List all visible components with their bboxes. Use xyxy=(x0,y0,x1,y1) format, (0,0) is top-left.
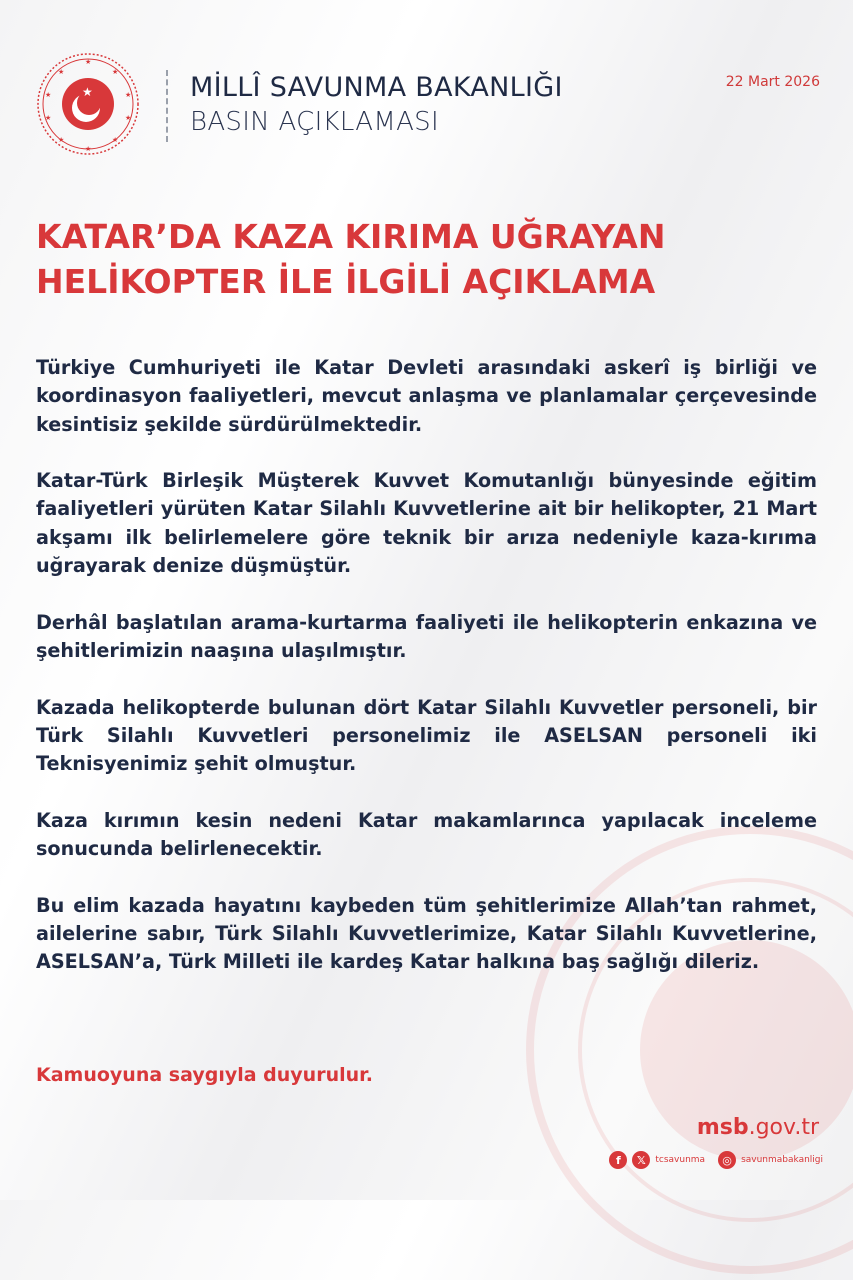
title-line: HELİKOPTER İLE İLGİLİ AÇIKLAMA xyxy=(36,262,656,301)
header-divider xyxy=(166,70,168,142)
x-handle[interactable]: tcsavunma xyxy=(655,1155,706,1165)
instagram-handle[interactable]: savunmabakanligi xyxy=(741,1155,823,1165)
svg-text:★: ★ xyxy=(58,136,65,144)
ministry-logo xyxy=(36,52,140,156)
paragraph: Kaza kırımın kesin nedeni Katar makamlarınca yapılacak inceleme sonucunda belirlenecektir. xyxy=(36,808,817,861)
paragraph: Kazada helikopterde bulunan dört Katar Silahlı Kuvvetler personeli, bir Türk Silahlı Kuvvetleri personelimiz ile ASELSAN personeli iki Teknisyenimiz şehit olmuştur. xyxy=(36,695,817,776)
paragraph: Bu elim kazada hayatını kaybeden tüm şehitlerimize Allah’tan rahmet, ailelerine sabır, Türk Silahlı Kuvvetlerimize, Katar Silahlı Kuvvetlerine, ASELSAN’a, Türk Milleti ile kardeş Katar halkına baş sağlığı dileriz. xyxy=(36,893,817,974)
statement-body xyxy=(36,354,817,1005)
instagram-icon[interactable]: ◎ xyxy=(718,1151,736,1169)
svg-text:★: ★ xyxy=(45,114,52,122)
organization-name: MİLLÎ SAVUNMA BAKANLIĞI xyxy=(190,72,563,103)
svg-text:★: ★ xyxy=(125,91,132,99)
social-links xyxy=(609,1151,823,1169)
title-line: KATAR’DA KAZA KIRIMA UĞRAYAN xyxy=(36,217,666,256)
svg-text:★: ★ xyxy=(112,68,119,76)
site-bold: msb xyxy=(696,1115,749,1140)
website-link[interactable] xyxy=(697,1115,819,1140)
facebook-icon[interactable]: f xyxy=(609,1151,627,1169)
x-icon[interactable]: 𝕏 xyxy=(632,1151,650,1169)
closing-line: Kamuoyuna saygıyla duyurulur. xyxy=(36,1064,374,1086)
svg-text:★: ★ xyxy=(58,68,65,76)
paragraph: Katar-Türk Birleşik Müşterek Kuvvet Komutanlığı bünyesinde eğitim faaliyetleri yürüten Katar Silahlı Kuvvetlerine ait bir helikopter, 21 Mart akşamı ilk belirlemelere göre teknik bir arıza nedeniyle kaza-kırıma uğrayarak denize düşmüştür. xyxy=(36,469,817,578)
svg-text:★: ★ xyxy=(82,85,93,99)
svg-text:★: ★ xyxy=(85,58,92,66)
header-org xyxy=(190,72,563,137)
paragraph: Derhâl başlatılan arama-kurtarma faaliyeti ile helikopterin enkazına ve şehitlerimizin naaşına ulaşılmıştır. xyxy=(36,610,817,662)
document-type: BASIN AÇIKLAMASI xyxy=(190,107,439,137)
svg-text:★: ★ xyxy=(45,91,52,99)
svg-text:★: ★ xyxy=(112,136,119,144)
page-title xyxy=(36,214,816,304)
site-rest: .gov.tr xyxy=(748,1115,819,1140)
svg-text:★: ★ xyxy=(85,145,92,153)
paragraph: Türkiye Cumhuriyeti ile Katar Devleti arasındaki askerî iş birliği ve koordinasyon faaliyetleri, mevcut anlaşma ve planlamalar çerçevesinde kesintisiz şekilde sürdürülmektedir. xyxy=(36,356,817,436)
svg-text:★: ★ xyxy=(125,114,132,122)
release-date: 22 Mart 2026 xyxy=(725,74,820,90)
